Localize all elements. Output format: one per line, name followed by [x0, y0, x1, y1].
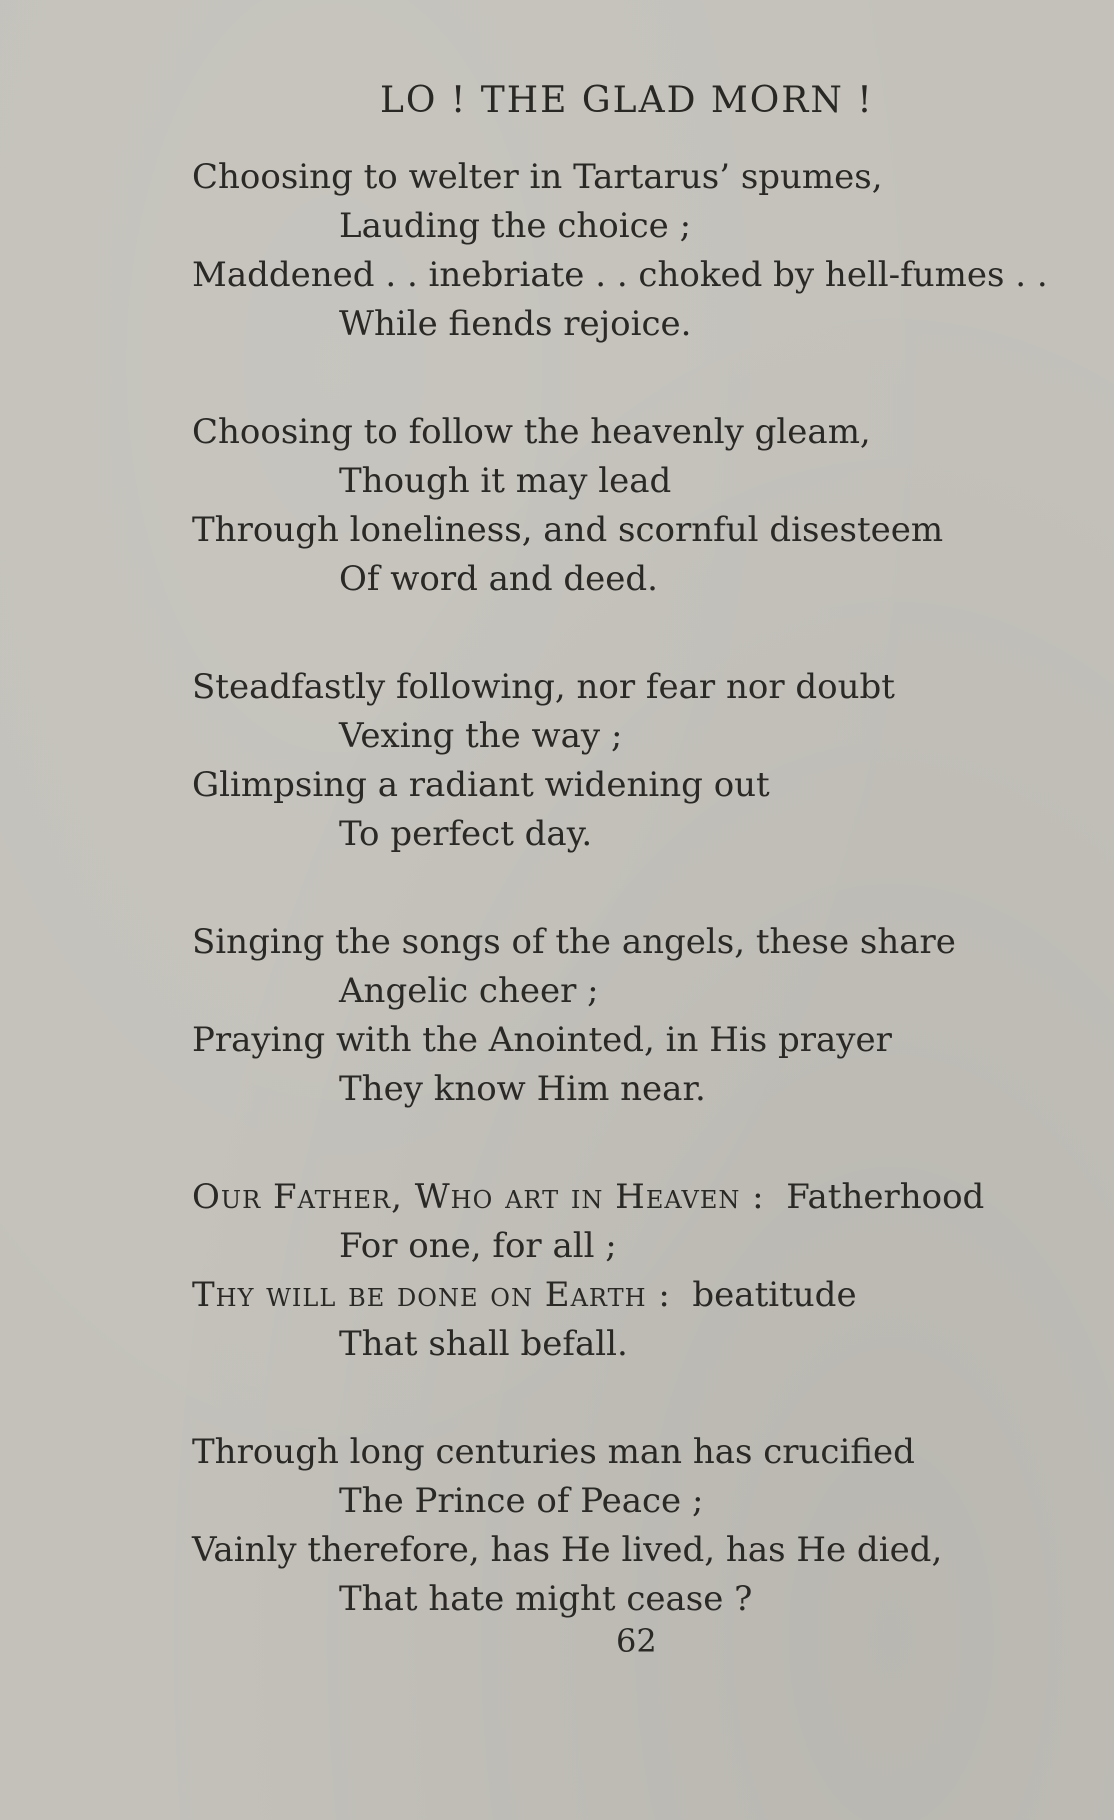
- verse-line: Of word and deed.: [339, 559, 658, 599]
- verse-line: That shall befall.: [339, 1324, 628, 1364]
- stanza-break: [192, 604, 1072, 663]
- verse-line: [192, 1173, 1072, 1222]
- poem-title: LO ! THE GLAD MORN !: [380, 80, 874, 121]
- stanza-4: [192, 918, 1072, 1114]
- verse-line: Angelic cheer ;: [339, 971, 599, 1011]
- verse-line: The Prince of Peace ;: [339, 1481, 704, 1521]
- stanza-3: [192, 663, 1072, 859]
- verse-line: Vainly therefore, has He lived, has He died,: [192, 1530, 943, 1570]
- verse-line: Steadfastly following, nor fear nor doubt: [192, 667, 895, 707]
- small-caps-phrase: Our Father, Who art in Heaven :: [192, 1177, 765, 1217]
- verse-line: To perfect day.: [339, 814, 593, 854]
- stanza-break: [192, 349, 1072, 408]
- page-number: 62: [616, 1622, 657, 1660]
- verse-line: Vexing the way ;: [339, 716, 623, 756]
- verse-text: beatitude: [692, 1275, 857, 1315]
- verse-line: Choosing to follow the heavenly gleam,: [192, 412, 871, 452]
- poem-body: [192, 153, 1072, 1624]
- stanza-5: [192, 1173, 1072, 1369]
- small-caps-phrase: Thy will be done on Earth :: [192, 1275, 671, 1315]
- verse-line: While fiends rejoice.: [339, 304, 692, 344]
- stanza-break: [192, 1114, 1072, 1173]
- verse-line: Praying with the Anointed, in His prayer: [192, 1020, 892, 1060]
- verse-line: For one, for all ;: [339, 1226, 617, 1266]
- verse-line: Glimpsing a radiant widening out: [192, 765, 770, 805]
- verse-line: Lauding the choice ;: [339, 206, 692, 246]
- verse-line: That hate might cease ?: [339, 1579, 753, 1619]
- verse-line: Through long centuries man has crucified: [192, 1432, 915, 1472]
- verse-line: Through loneliness, and scornful disesteem: [192, 510, 944, 550]
- stanza-break: [192, 1369, 1072, 1428]
- verse-line: Singing the songs of the angels, these share: [192, 922, 956, 962]
- verse-text: Fatherhood: [786, 1177, 985, 1217]
- stanza-1: [192, 153, 1072, 349]
- stanza-break: [192, 859, 1072, 918]
- stanza-2: [192, 408, 1072, 604]
- verse-line: [192, 1271, 1072, 1320]
- verse-line: Maddened . . inebriate . . choked by hell-fumes . .: [192, 255, 1048, 295]
- verse-line: Though it may lead: [339, 461, 672, 501]
- verse-line: Choosing to welter in Tartarus’ spumes,: [192, 157, 883, 197]
- stanza-6: [192, 1428, 1072, 1624]
- verse-line: They know Him near.: [339, 1069, 706, 1109]
